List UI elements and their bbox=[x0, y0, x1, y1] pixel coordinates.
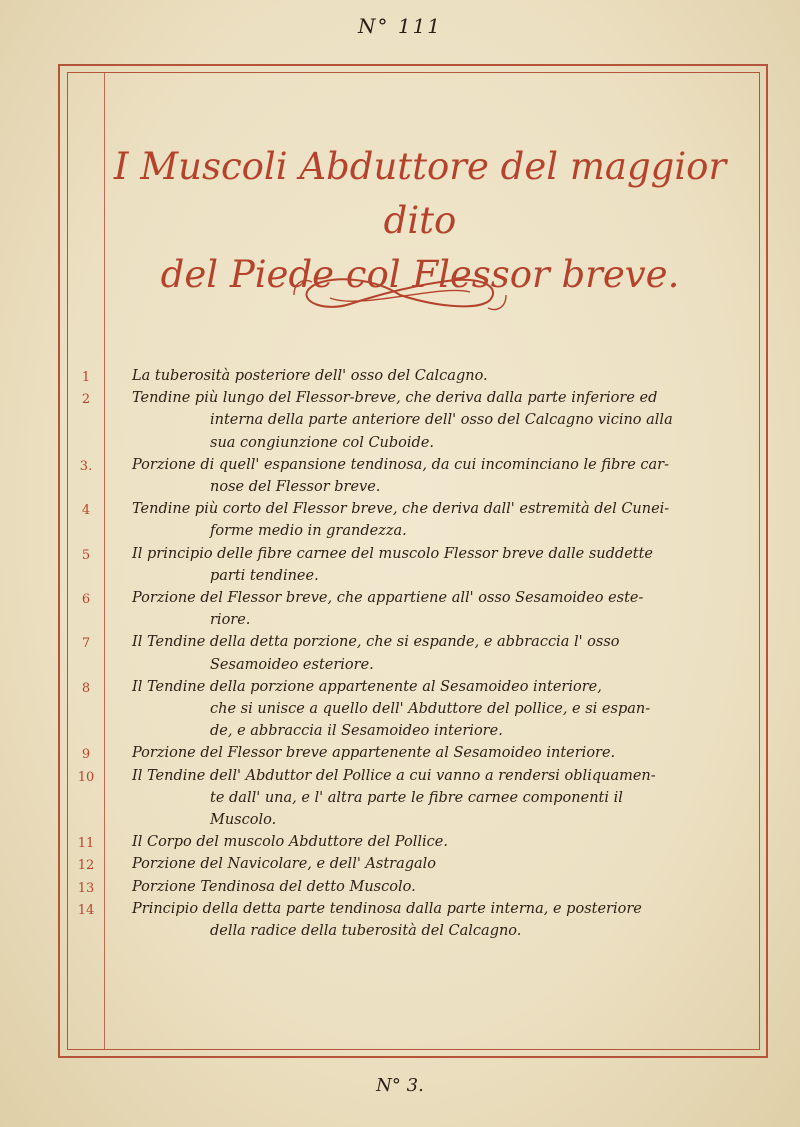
item-number: 10 bbox=[77, 769, 95, 785]
item-text-continued: nose del Flessor breve. bbox=[210, 479, 381, 495]
item-number: 7 bbox=[81, 636, 91, 652]
item-number: 4 bbox=[81, 503, 91, 519]
item-number: 14 bbox=[77, 902, 95, 918]
item-number: 6 bbox=[81, 592, 91, 607]
item-text: Il Tendine della detta porzione, che si espande, e abbraccia l' osso bbox=[132, 634, 620, 651]
item-text: Porzione del Flessor breve appartenente al Sesamoideo interiore. bbox=[132, 745, 616, 762]
item-text: Tendine più lungo del Flessor-breve, che deriva dalla parte inferiore ed bbox=[132, 390, 658, 407]
title-line-2: del Piede col Flessor breve. bbox=[160, 253, 680, 296]
item-text: La tuberosità posteriore dell' osso del Calcagno. bbox=[132, 368, 488, 384]
item-text-continued: sua congiunzione col Cuboide. bbox=[210, 434, 435, 451]
item-number: 12 bbox=[77, 858, 95, 874]
item-text: Il Corpo del muscolo Abduttore del Pollice. bbox=[132, 834, 448, 851]
item-number: 1 bbox=[81, 370, 91, 385]
flourish-ornament bbox=[290, 270, 510, 320]
title-line-1: I Muscoli Abduttore del maggior dito bbox=[113, 145, 727, 242]
item-text-continued: Muscolo. bbox=[210, 812, 277, 828]
item-number: 11 bbox=[77, 836, 95, 852]
item-number: 3. bbox=[79, 458, 93, 474]
item-number: 13 bbox=[77, 880, 95, 896]
item-text-continued: te dall' una, e l' altra parte le fibre carnee componenti il bbox=[210, 789, 623, 806]
item-text-continued: che si unisce a quello dell' Abduttore del pollice, e si espan- bbox=[210, 701, 651, 717]
item-text: Tendine più corto del Flessor breve, che deriva dall' estremità del Cunei- bbox=[132, 501, 670, 518]
item-text: Porzione del Navicolare, e dell' Astragalo bbox=[132, 856, 437, 873]
page-mark-bottom: N° 3. bbox=[376, 1075, 424, 1096]
item-text-continued: interna della parte anteriore dell' osso del Calcagno vicino alla bbox=[210, 412, 673, 429]
item-number: 8 bbox=[81, 680, 91, 696]
item-text: Il Tendine della porzione appartenente al Sesamoideo interiore, bbox=[132, 678, 602, 695]
item-text: Porzione Tendinosa del detto Muscolo. bbox=[132, 878, 416, 895]
item-text-continued: riore. bbox=[210, 612, 251, 629]
item-text-continued: de, e abbraccia il Sesamoideo interiore. bbox=[210, 723, 503, 740]
item-number: 5 bbox=[81, 547, 91, 563]
item-text: Principio della detta parte tendinosa dalla parte interna, e posteriore bbox=[132, 900, 642, 917]
item-text-continued: Sesamoideo esteriore. bbox=[210, 656, 374, 673]
item-text: Il principio delle fibre carnee del muscolo Flessor breve dalle suddette bbox=[132, 545, 654, 562]
item-number: 2 bbox=[81, 392, 91, 408]
item-text: Porzione del Flessor breve, che appartiene all' osso Sesamoideo este- bbox=[132, 590, 644, 606]
item-number: 9 bbox=[81, 747, 91, 763]
page-mark-top: N° 111 bbox=[357, 14, 443, 38]
item-text-continued: forme medio in grandezza. bbox=[210, 523, 407, 540]
item-text-continued: parti tendinee. bbox=[210, 567, 319, 584]
item-text: Porzione di quell' espansione tendinosa, da cui incominciano le fibre car- bbox=[132, 456, 670, 473]
item-text-continued: della radice della tuberosità del Calcagno. bbox=[210, 923, 522, 939]
item-text: Il Tendine dell' Abduttor del Pollice a cui vanno a rendersi obliquamen- bbox=[132, 767, 656, 784]
